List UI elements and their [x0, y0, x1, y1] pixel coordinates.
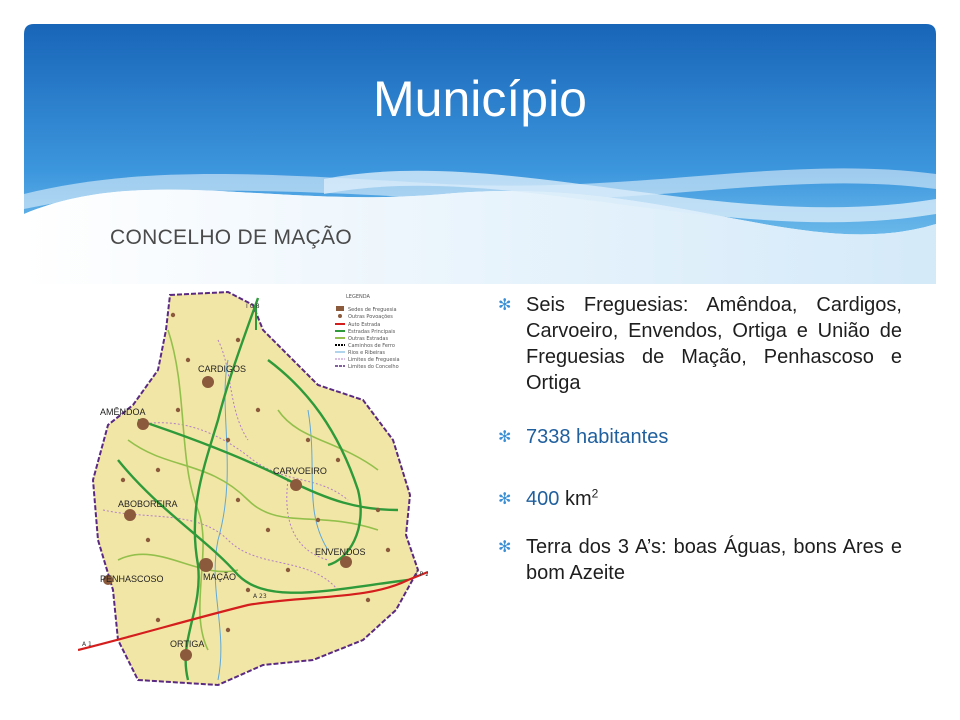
label-ortiga: ORTIGA — [170, 639, 205, 649]
list-item — [498, 534, 902, 586]
svg-text:Outras Estradas: Outras Estradas — [348, 336, 389, 342]
label-ic8: I C 8 — [246, 303, 260, 310]
three-as-text-2: , bons — [780, 536, 843, 558]
three-as-ares: Ares — [842, 536, 884, 558]
asterisk-bullet-icon: ✻ — [498, 491, 512, 508]
svg-text:Auto Estrada: Auto Estrada — [348, 322, 381, 328]
label-carvoeiro: CARVOEIRO — [273, 466, 327, 476]
map-legend — [335, 294, 400, 370]
label-macao: MAÇÃO — [203, 572, 237, 582]
parishes-label: Seis Freguesias: — [526, 294, 689, 316]
svg-text:Rios e Ribeiras: Rios e Ribeiras — [348, 350, 386, 356]
list-item — [498, 424, 902, 450]
slide-title: Município — [373, 71, 587, 127]
svg-text:Estradas Principais: Estradas Principais — [348, 329, 396, 335]
svg-text:Limites do Concelho: Limites do Concelho — [348, 364, 399, 370]
asterisk-bullet-icon: ✻ — [498, 539, 512, 556]
svg-text:Caminhos de Ferro: Caminhos de Ferro — [348, 343, 395, 349]
three-as-azeite: Azeite — [569, 562, 625, 584]
label-ip2: I P 2 — [416, 571, 428, 578]
municipality-map — [78, 210, 428, 690]
label-envendos: ENVENDOS — [315, 547, 366, 557]
label-a23: A 23 — [253, 593, 267, 600]
area-exponent: 2 — [591, 486, 599, 501]
area-value: 400 — [526, 488, 560, 510]
population-value: 7338 habitantes — [526, 426, 669, 448]
list-item — [498, 292, 902, 396]
svg-text:Limites de Freguesia: Limites de Freguesia — [348, 357, 400, 363]
svg-text:Outras Povoações: Outras Povoações — [348, 314, 393, 320]
label-a1: A 1 — [82, 641, 92, 648]
three-as-aguas: Águas — [724, 536, 781, 558]
list-item — [498, 486, 902, 512]
svg-text:Sedes de Freguesia: Sedes de Freguesia — [348, 307, 397, 313]
three-as-text-1: : boas — [660, 536, 724, 558]
label-amendoa: AMÊNDOA — [100, 407, 146, 417]
three-as-label: Terra dos 3 A’s — [526, 536, 661, 558]
asterisk-bullet-icon: ✻ — [498, 297, 512, 314]
label-cardigos: CARDIGOS — [198, 364, 247, 374]
parishes-text: Amêndoa, Cardigos, Carvoeiro, Envendos, Ortiga e União de Freguesias de Mação, Penhascoso e Ortiga — [526, 294, 902, 394]
label-aboboreira: ABOBOREIRA — [118, 499, 178, 509]
label-penhascoso: PENHASCOSO — [100, 574, 164, 584]
svg-text:LEGENDA: LEGENDA — [346, 294, 370, 300]
area-unit: km — [564, 488, 592, 510]
asterisk-bullet-icon: ✻ — [498, 429, 512, 446]
map-title: CONCELHO DE MAÇÃO — [110, 226, 352, 249]
bullet-list — [498, 292, 902, 586]
three-as-text-3: e bom — [526, 536, 902, 584]
